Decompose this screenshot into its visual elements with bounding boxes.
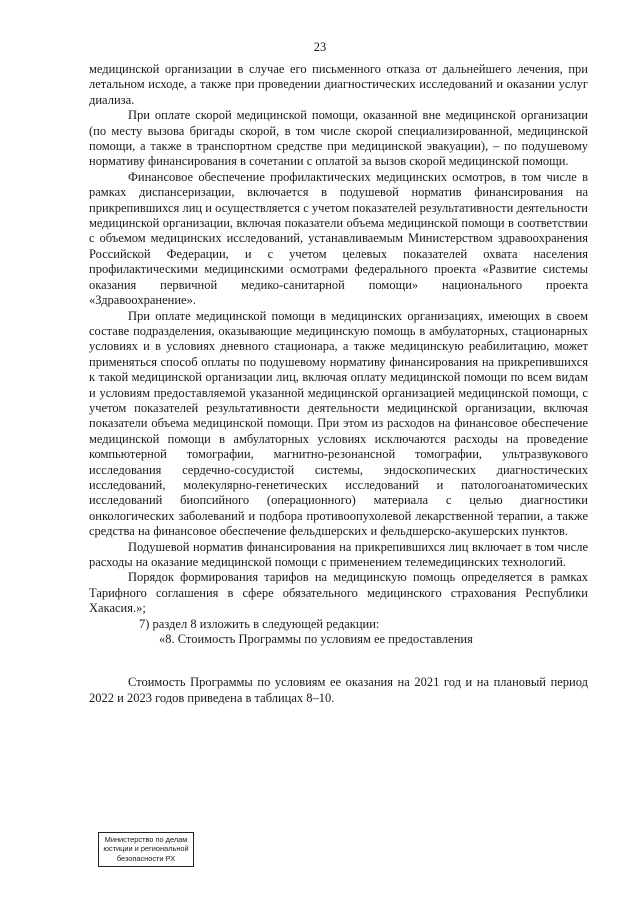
- paragraph-telemedicine: Подушевой норматив финансирования на прикрепившихся лиц включает в том числе расходы на оказание медицинской помощи с применением телемедицинских технологий.: [89, 539, 588, 569]
- stamp-line: безопасности РХ: [116, 853, 176, 863]
- page-number: 23: [313, 40, 327, 54]
- amendment-item-7: 7) раздел 8 изложить в следующей редакции:: [139, 616, 380, 631]
- paragraph-preventive-exams: Финансовое обеспечение профилактических медицинских осмотров, в том числе в рамках диспансеризации, включается в подушевой норматив финансирования на прикрепившихся лиц и осуществляется с учетом показателей результативности деятельности медицинской организации, включая показатели объема медицинской помощи в соответствии с объемом медицинских исследований, устанавливаемым Министерством здравоохранения Российской Федерации, и с учетом целевых показателей охвата населения профилактическими медицинскими осмотрами федерального проекта «Развитие системы оказания первичной медико-санитарной помощи» национального проекта «Здравоохранение».: [89, 169, 588, 308]
- document-body: [89, 62, 588, 706]
- section-8-title: «8. Стоимость Программы по условиям ее предоставления: [159, 632, 473, 647]
- paragraph-program-cost: Стоимость Программы по условиям ее оказания на 2021 год и на плановый период 2022 и 2023 годов приведена в таблицах 8–10.: [89, 675, 588, 705]
- paragraph-ambulance-payment: При оплате скорой медицинской помощи, оказанной вне медицинской организации (по месту вызова бригады скорой, в том числе скорой специализированной, медицинской помощи, а также в транспортном средстве при медицинской эвакуации), – по подушевому нормативу финансирования в сочетании с оплатой за вызов скорой медицинской помощи.: [89, 108, 588, 169]
- stamp-line: юстиции и региональной: [103, 844, 189, 854]
- paragraph-continuation: медицинской организации в случае его письменного отказа от дальнейшего лечения, при летальном исходе, а также при проведении диагностических исследований и оказании услуг диализа.: [89, 62, 588, 107]
- paragraph-tariffs: Порядок формирования тарифов на медицинскую помощь определяется в рамках Тарифного соглашения в сфере обязательного медицинского страхования Республики Хакасия.»;: [89, 570, 588, 616]
- stamp-line: Министерство по делам: [104, 835, 188, 844]
- ministry-stamp: [98, 832, 194, 867]
- paragraph-per-capita-payment: При оплате медицинской помощи в медицинских организациях, имеющих в своем составе подразделения, оказывающие медицинскую помощь в амбулаторных, стационарных условиях и в условиях дневного стационара, а также медицинскую реабилитацию, может применяться способ оплаты по подушевому нормативу финансирования на прикрепившихся к такой медицинской организации лиц, включая оплату медицинской помощи по всем видам и условиям предоставляемой указанной медицинской организацией медицинской помощи, с учетом показателей результативности деятельности медицинской организации, включая показатели объема медицинской помощи. При этом из расходов на финансовое обеспечение медицинской помощи в амбулаторных условиях исключаются расходы на проведение компьютерной томографии, магнитно-резонансной томографии, ультразвукового исследования сердечно-сосудистой системы, эндоскопических диагностических исследований, молекулярно-генетических исследований и патологоанатомических исследований биопсийного (операционного) материала с целью диагностики онкологических заболеваний и подбора противоопухолевой лекарственной терапии, а также средства на финансовое обеспечение фельдшерских и фельдшерско-акушерских пунктов.: [89, 308, 588, 539]
